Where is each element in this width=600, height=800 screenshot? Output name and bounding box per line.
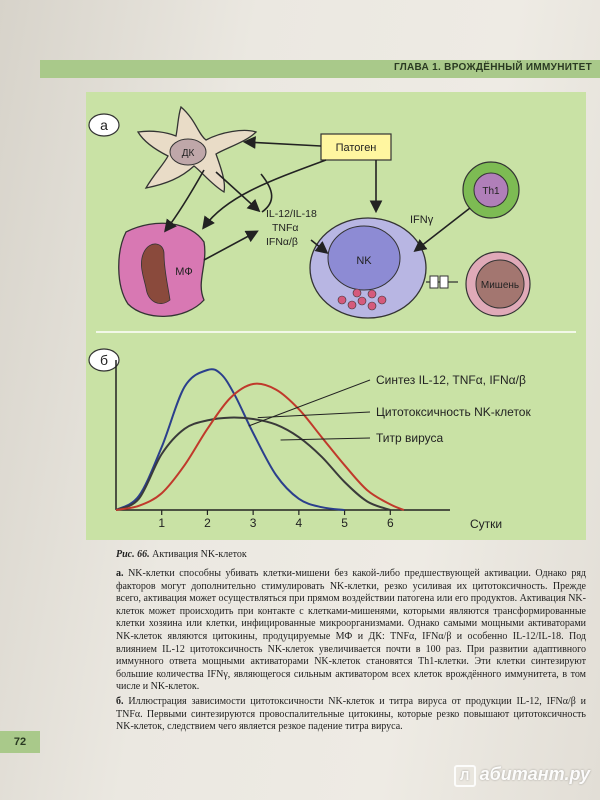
panel-a-label xyxy=(89,114,119,136)
granule xyxy=(348,301,356,309)
mf-label: МФ xyxy=(175,266,193,278)
target-cell xyxy=(466,252,530,316)
watermark-icon: Л xyxy=(454,765,476,787)
paragraph-b-marker: б. xyxy=(116,695,124,707)
watermark xyxy=(454,764,590,787)
figure-66 xyxy=(86,92,586,540)
panel-a-letter: а xyxy=(100,117,108,133)
figure-number: Рис. 66. xyxy=(116,549,150,560)
cytokine-line-3: IFNα/β xyxy=(266,236,298,248)
granule xyxy=(358,297,366,305)
nk-label: NK xyxy=(356,255,372,267)
x-tick-label: 5 xyxy=(341,516,348,530)
macrophage-cell xyxy=(119,223,205,316)
x-tick-label: 6 xyxy=(386,516,394,530)
granule xyxy=(338,296,346,304)
leader-titer xyxy=(281,438,370,440)
panel-b-label xyxy=(89,349,119,371)
granule xyxy=(378,296,386,304)
dc-label: ДК xyxy=(181,148,195,159)
x-tick-label: 1 xyxy=(158,516,166,530)
th1-label: Th1 xyxy=(482,186,500,197)
paragraph-a-marker: а. xyxy=(116,568,124,579)
figure-title: Активация NK-клеток xyxy=(152,549,247,560)
target-label: Мишень xyxy=(480,280,520,291)
figure-svg xyxy=(86,92,586,540)
cytokine-line-1: IL-12/IL-18 xyxy=(266,208,317,220)
chapter-header xyxy=(40,60,600,78)
ifn-gamma-label: IFNγ xyxy=(410,214,434,226)
granule xyxy=(368,290,376,298)
panel-b-letter: б xyxy=(99,352,109,368)
cytokine-line-2: TNFα xyxy=(272,222,299,234)
paragraph-b xyxy=(116,696,586,734)
x-axis-label: Сутки xyxy=(469,517,503,531)
legend-synthesis: Синтез IL-12, TNFα, IFNα/β xyxy=(376,373,526,387)
th1-cell xyxy=(463,162,519,218)
watermark-text: абитант.ру xyxy=(479,764,590,784)
x-tick-label: 4 xyxy=(295,516,303,530)
receptor-connector xyxy=(426,276,458,288)
paragraph-b-text: Иллюстрация зависимости цитотоксичности NK-клеток и титра вируса от продукции IL-12, IFNα/β и TNFα. Первыми синтезируются провоспалительные цитокины, которые резко повышают цитотоксичность NK-клеток, следствием чего является резкое падение титра вируса. xyxy=(116,695,586,733)
cytokines-label xyxy=(266,208,317,248)
page-number: 72 xyxy=(0,731,40,753)
dendritic-cell xyxy=(138,107,256,192)
granule xyxy=(368,302,376,310)
paragraph-a xyxy=(116,568,586,694)
legend-cytotoxicity: Цитотоксичность NK-клеток xyxy=(376,405,531,419)
x-tick-label: 2 xyxy=(204,516,211,530)
leader-synthesis xyxy=(249,380,370,426)
legend-titer: Титр вируса xyxy=(376,431,444,445)
leader-cytotoxicity xyxy=(258,412,370,418)
granule xyxy=(353,289,361,297)
pathogen-box xyxy=(321,134,391,160)
figure-caption xyxy=(116,549,586,560)
arrow-pathogen-to-dc xyxy=(246,142,321,146)
arrow-mf-to-cytokines xyxy=(204,232,256,260)
curve-dc-cytokines xyxy=(261,174,272,212)
x-tick-label: 3 xyxy=(249,516,257,530)
chapter-title: ГЛАВА 1. ВРОЖДЁННЫЙ ИММУНИТЕТ xyxy=(393,62,592,73)
pathogen-label: Патоген xyxy=(335,142,377,154)
nk-cell xyxy=(310,218,426,318)
figure-description xyxy=(116,568,586,736)
paragraph-a-text: NK-клетки способны убивать клетки-мишени без какой-либо предшествующей активации. Однако ряд факторов могут дополнительно стимулировать NK-клетки, резко усиливая их цитотоксичность. Прежде всего, активация может осуществляться при прямом воздействии патогена или его продуктов. Активация NK-клеток может происходить при контакте с клетками-мишенями, которыми являются трансформированные клетки хозяина или клетки, инфицированные микроорганизмами. Однако самыми мощными активаторами NK-клеток являются цитокины, продуцируемые МФ и ДК: TNFα, IFNα/β и особенно IL-12/IL-18. Под влиянием IL-12 цитотоксичность NK-клеток увеличивается почти в 100 раз. При развитии адаптивного иммунного ответа мощными активаторами NK-клеток становятся Th1-клетки. Эти клетки синтезируют большие количества IFNγ, являющегося сильным активатором всех клеток врождённого иммунитета, в том числе и NK-клеток. xyxy=(116,568,587,693)
